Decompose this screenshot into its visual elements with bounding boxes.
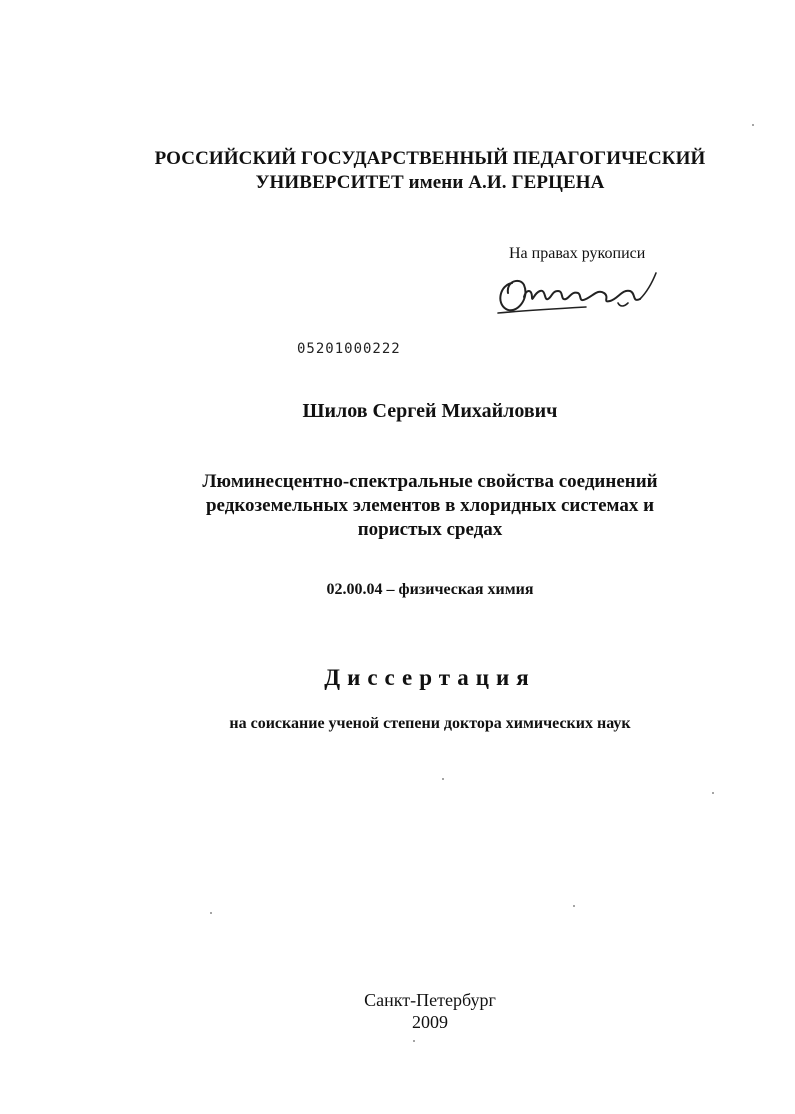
- degree-statement: на соискание ученой степени доктора химических наук: [229, 715, 631, 732]
- scan-speck: [573, 905, 575, 907]
- document-type: Диссертация: [324, 665, 536, 690]
- scan-speck: [210, 912, 212, 914]
- university-line-2: УНИВЕРСИТЕТ имени А.И. ГЕРЦЕНА: [255, 172, 605, 193]
- year: 2009: [412, 1012, 448, 1032]
- registry-number: 05201000222: [297, 341, 401, 357]
- scan-speck: [712, 792, 714, 794]
- university-line-1: РОССИЙСКИЙ ГОСУДАРСТВЕННЫЙ ПЕДАГОГИЧЕСКИЙ: [154, 148, 706, 169]
- title-line-1: Люминесцентно-спектральные свойства соединений: [202, 471, 658, 492]
- city: Санкт-Петербург: [364, 990, 496, 1010]
- scan-speck: [442, 778, 444, 780]
- dissertation-title: [40, 470, 795, 542]
- specialty-code: 02.00.04 – физическая химия: [326, 581, 534, 598]
- signature-image: [490, 263, 660, 323]
- title-line-3: пористых средах: [357, 519, 503, 540]
- scan-speck: [413, 1040, 415, 1042]
- rights-note: На правах рукописи: [509, 245, 646, 262]
- university-name: [40, 147, 795, 195]
- author-name: Шилов Сергей Михайлович: [302, 400, 558, 422]
- scan-speck: [752, 124, 754, 126]
- title-line-2: редкоземельных элементов в хлоридных системах и: [205, 495, 655, 516]
